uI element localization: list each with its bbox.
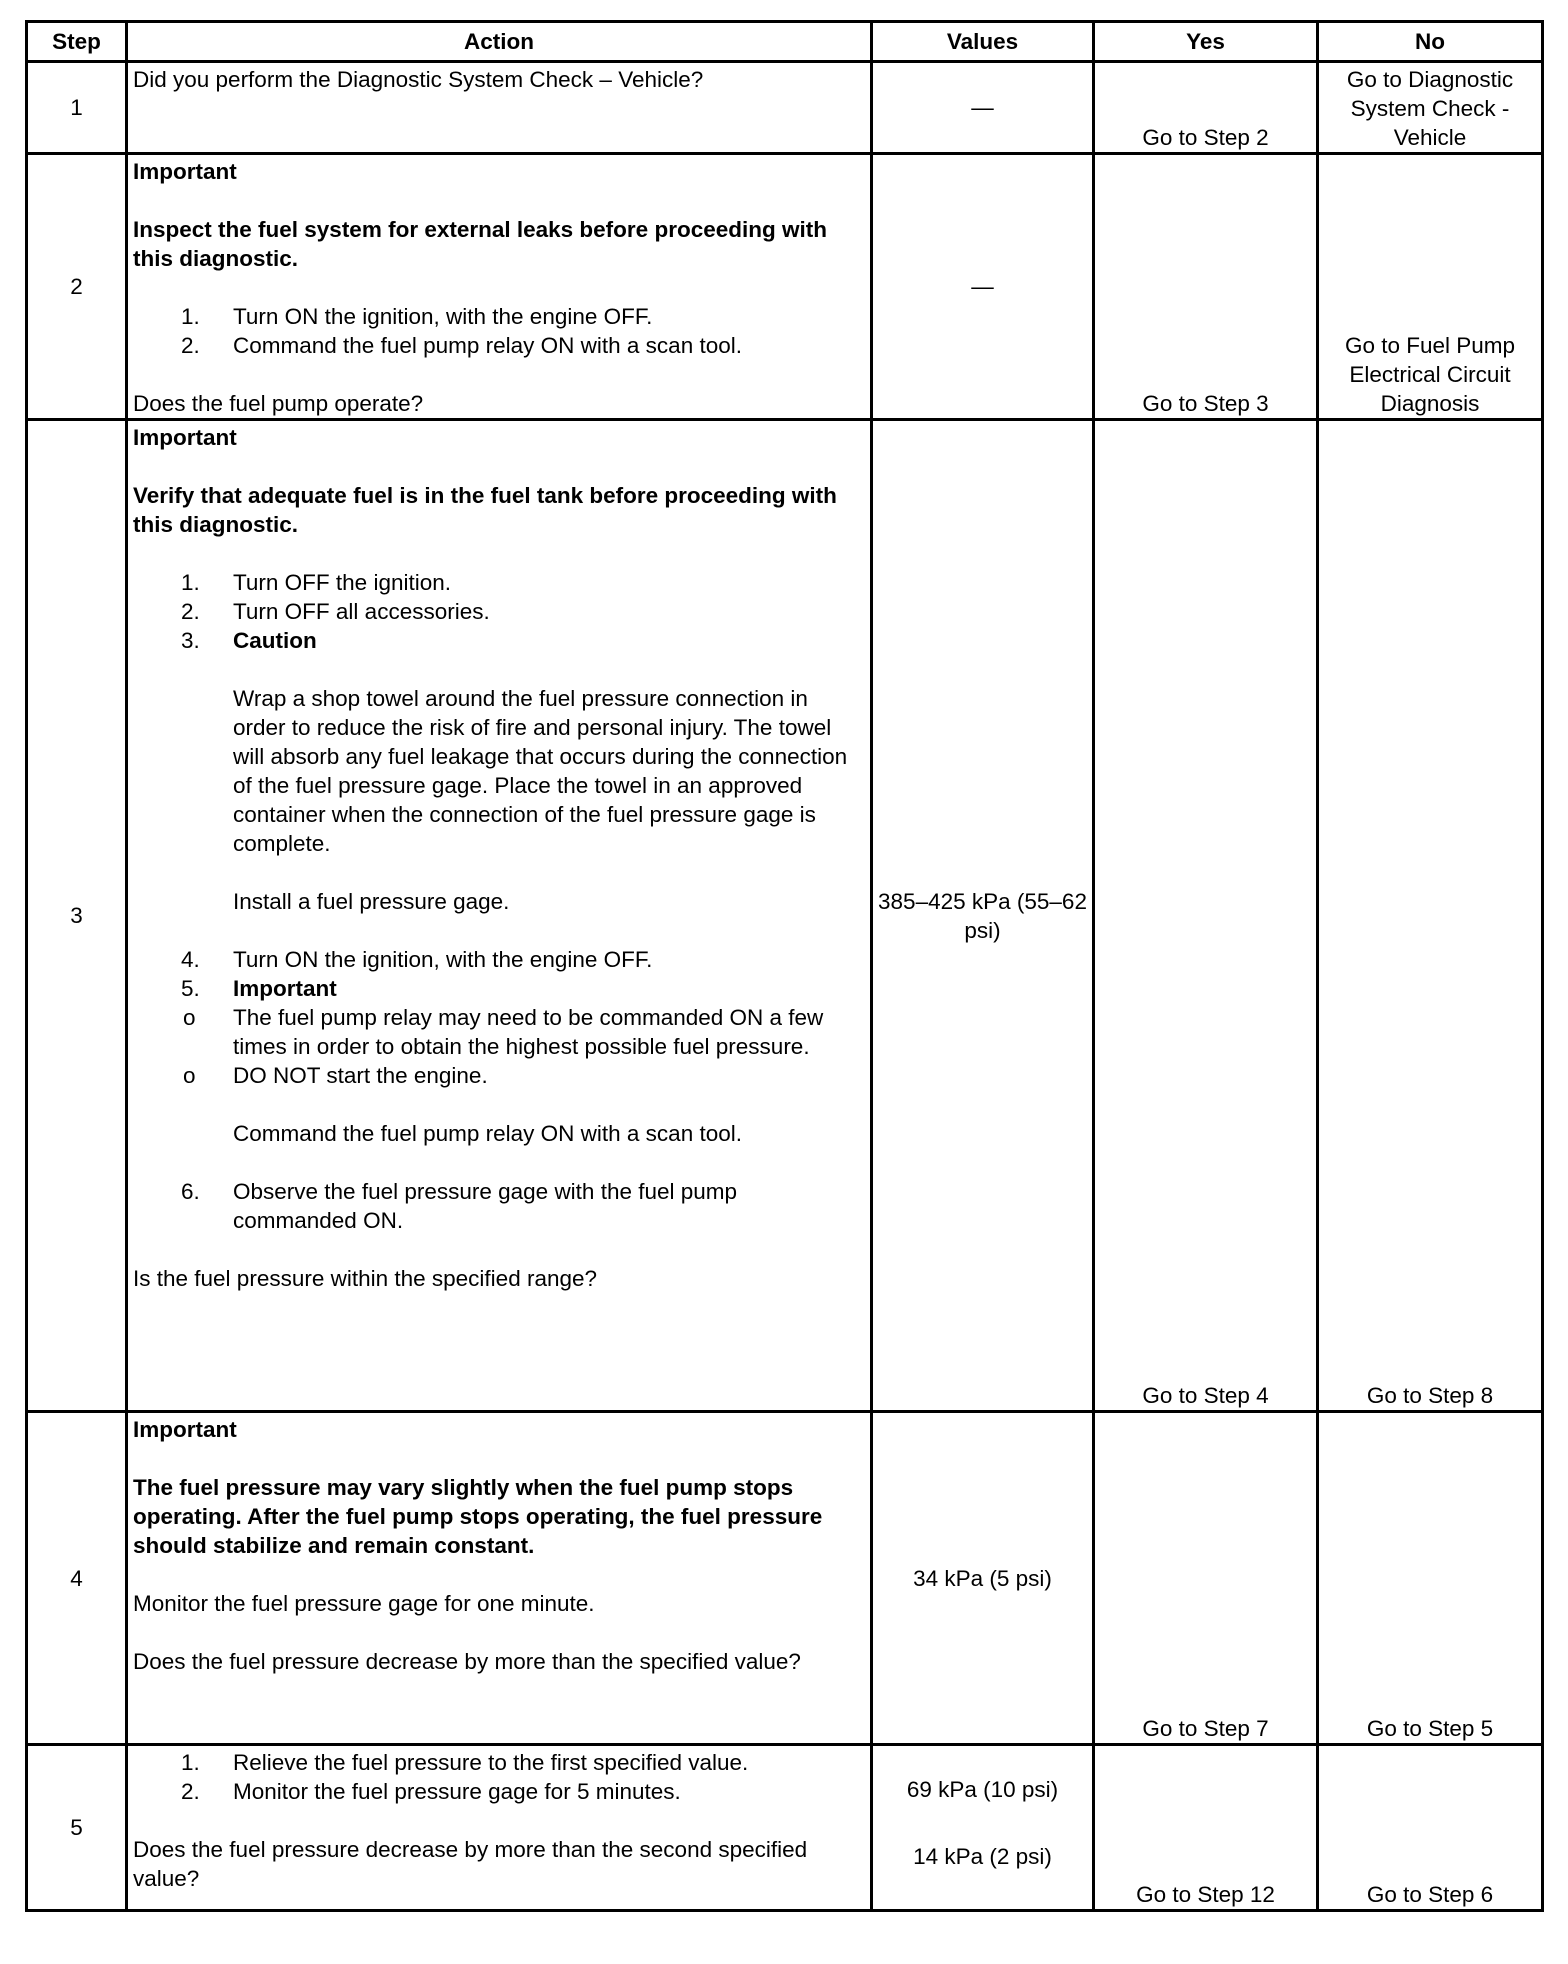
list-item: 4. Turn ON the ignition, with the engine OFF. xyxy=(181,947,653,972)
list-item: o DO NOT start the engine. xyxy=(183,1063,488,1088)
important-sublist xyxy=(133,1003,866,1090)
important-label: Important xyxy=(133,425,237,450)
list-item: 1. Turn OFF the ignition. xyxy=(181,570,452,595)
procedure-list xyxy=(133,1748,866,1806)
list-item: 2. Command the fuel pump relay ON with a scan tool. xyxy=(181,333,742,358)
step-number: 3 xyxy=(27,420,127,1412)
question-text: Does the fuel pressure decrease by more than the specified value? xyxy=(133,1649,801,1674)
header-values: Values xyxy=(872,22,1094,62)
caution-text: Wrap a shop towel around the fuel pressure connection in order to reduce the risk of fire and personal injury. The towel will absorb any fuel leakage that occurs during the connection of the fuel pressure gage. Place the towel in an approved container when the connection of the fuel pressure gage is complete. xyxy=(233,686,848,856)
list-item: 5. Important xyxy=(181,976,337,1001)
procedure-list xyxy=(133,945,866,1003)
important-note: Verify that adequate fuel is in the fuel tank before proceeding with this diagnostic. xyxy=(133,483,837,537)
important-note: Inspect the fuel system for external leaks before proceeding with this diagnostic. xyxy=(133,217,827,271)
procedure-list xyxy=(133,302,866,360)
monitor-text: Monitor the fuel pressure gage for one minute. xyxy=(133,1591,595,1616)
bullet-icon: o xyxy=(183,1005,196,1030)
yes-cell: Go to Step 4 xyxy=(1094,420,1318,1412)
step-number: 1 xyxy=(27,62,127,154)
table-row-step-5 xyxy=(27,1745,1543,1911)
action-cell xyxy=(127,420,872,1412)
no-cell: Go to Fuel Pump Electrical Circuit Diagnosis xyxy=(1318,154,1543,420)
command-text: Command the fuel pump relay ON with a scan tool. xyxy=(233,1121,742,1146)
list-item: o The fuel pump relay may need to be commanded ON a few times in order to obtain the highest possible fuel pressure. xyxy=(183,1005,824,1059)
table-row-step-2 xyxy=(27,154,1543,420)
step-number: 4 xyxy=(27,1412,127,1745)
question-text: Does the fuel pressure decrease by more than the second specified value? xyxy=(133,1837,808,1891)
yes-cell: Go to Step 12 xyxy=(1094,1745,1318,1911)
table-row-step-3 xyxy=(27,420,1543,1412)
no-cell: Go to Step 5 xyxy=(1318,1412,1543,1745)
action-cell xyxy=(127,154,872,420)
important-label: Important xyxy=(133,159,237,184)
procedure-list xyxy=(133,568,866,655)
yes-cell: Go to Step 7 xyxy=(1094,1412,1318,1745)
header-action: Action xyxy=(127,22,872,62)
action-cell xyxy=(127,1745,872,1911)
header-yes: Yes xyxy=(1094,22,1318,62)
yes-cell: Go to Step 3 xyxy=(1094,154,1318,420)
bullet-icon: o xyxy=(183,1063,196,1088)
list-item: 3. Caution xyxy=(181,628,317,653)
install-text: Install a fuel pressure gage. xyxy=(233,889,510,914)
question-text: Is the fuel pressure within the specified range? xyxy=(133,1266,598,1291)
table-row-step-4 xyxy=(27,1412,1543,1745)
no-cell: Go to Step 6 xyxy=(1318,1745,1543,1911)
values-cell: 34 kPa (5 psi) xyxy=(872,1412,1094,1745)
procedure-list xyxy=(133,1177,866,1235)
question-text: Does the fuel pump operate? xyxy=(133,391,424,416)
list-item: 2. Turn OFF all accessories. xyxy=(181,599,490,624)
yes-cell: Go to Step 2 xyxy=(1094,62,1318,154)
values-cell: — xyxy=(872,154,1094,420)
step-number: 5 xyxy=(27,1745,127,1911)
no-cell: Go to Diagnostic System Check - Vehicle xyxy=(1318,62,1543,154)
list-item: 2. Monitor the fuel pressure gage for 5 minutes. xyxy=(181,1779,681,1804)
important-label: Important xyxy=(133,1417,237,1442)
values-cell xyxy=(872,1745,1094,1911)
diagnostic-table xyxy=(25,20,1544,1912)
first-specified-value: 69 kPa (10 psi) xyxy=(906,1777,1059,1802)
action-text: Did you perform the Diagnostic System Check – Vehicle? xyxy=(133,67,704,92)
values-cell: 385–425 kPa (55–62 psi) xyxy=(872,420,1094,1412)
table-row-step-1 xyxy=(27,62,1543,154)
no-cell: Go to Step 8 xyxy=(1318,420,1543,1412)
header-row xyxy=(27,22,1543,62)
second-specified-value: 14 kPa (2 psi) xyxy=(913,1844,1052,1869)
list-item: 6. Observe the fuel pressure gage with the fuel pump commanded ON. xyxy=(181,1179,738,1233)
step-number: 2 xyxy=(27,154,127,420)
list-item: 1. Relieve the fuel pressure to the first specified value. xyxy=(181,1750,749,1775)
values-cell: — xyxy=(872,62,1094,154)
header-no: No xyxy=(1318,22,1543,62)
action-cell xyxy=(127,62,872,154)
action-cell xyxy=(127,1412,872,1745)
header-step: Step xyxy=(27,22,127,62)
important-note: The fuel pressure may vary slightly when the fuel pump stops operating. After the fuel pump stops operating, the fuel pressure should stabilize and remain constant. xyxy=(133,1475,823,1558)
list-item: 1. Turn ON the ignition, with the engine OFF. xyxy=(181,304,653,329)
